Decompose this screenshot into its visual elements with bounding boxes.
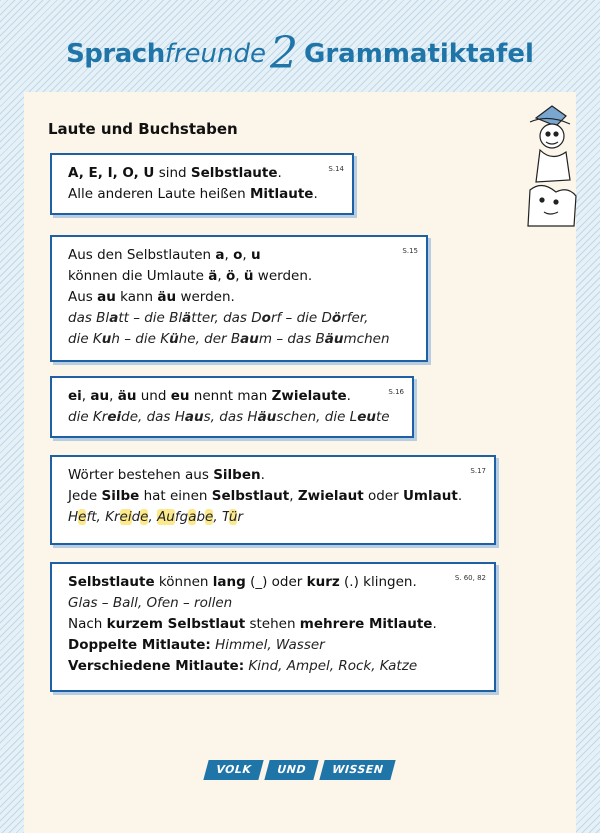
example-line: Glas – Ball, Ofen – rollen [68,595,233,611]
example-line: die Kuh – die Kühe, der Baum – das Bäumchen [68,331,390,347]
example-line: die Kreide, das Haus, das Häuschen, die Leute [68,409,390,425]
rule-line: A, E, I, O, U sind Selbstlaute. [68,165,282,181]
rule-line: können die Umlaute ä, ö, ü werden. [68,268,313,284]
rule-line: Wörter bestehen aus Silben. [68,467,265,483]
header [0,28,600,79]
logo-word: WISSEN [319,760,396,780]
rule-line: Jede Silbe hat einen Selbstlaut, Zwielaut oder Umlaut. [68,488,463,504]
brand-name-italic: freunde [164,39,267,69]
example-line: das Blatt – die Blätter, das Dorf – die Dörfer, [68,310,369,326]
example-line: Heft, Kreide, Aufgabe, Tür [68,509,243,525]
rule-line: Verschiedene Mitlaute: Kind, Ampel, Rock, Katze [68,658,418,674]
page-reference: S. 60, 82 [454,574,486,582]
rule-line: Alle anderen Laute heißen Mitlaute. [68,186,318,202]
page-reference: S.17 [470,467,486,475]
rule-box-vowel-length [50,562,496,692]
cartoon-illustration [522,100,578,230]
rule-line: Selbstlaute können lang (_) oder kurz (.) klingen. [68,574,417,590]
rule-box-syllables [50,455,496,545]
section-title: Laute und Buchstaben [48,120,238,138]
rule-line: Nach kurzem Selbstlaut stehen mehrere Mitlaute. [68,616,437,632]
page-title: Grammatiktafel [304,39,534,69]
rule-box-umlauts [50,235,428,362]
logo-word: UND [265,760,319,780]
rule-line: ei, au, äu und eu nennt man Zwielaute. [68,388,351,404]
publisher-logo [206,760,393,780]
rule-box-diphthongs [50,376,414,438]
grade-number: 2 [270,28,299,79]
rule-box-vowels [50,153,354,215]
page-reference: S.15 [402,247,418,255]
page-reference: S.14 [328,165,344,173]
rule-line: Aus au kann äu werden. [68,289,235,305]
brand-name: Sprach [66,39,165,69]
page-reference: S.16 [388,388,404,396]
logo-word: VOLK [203,760,264,780]
rule-line: Doppelte Mitlaute: Himmel, Wasser [68,637,325,653]
rule-line: Aus den Selbstlauten a, o, u [68,247,261,263]
